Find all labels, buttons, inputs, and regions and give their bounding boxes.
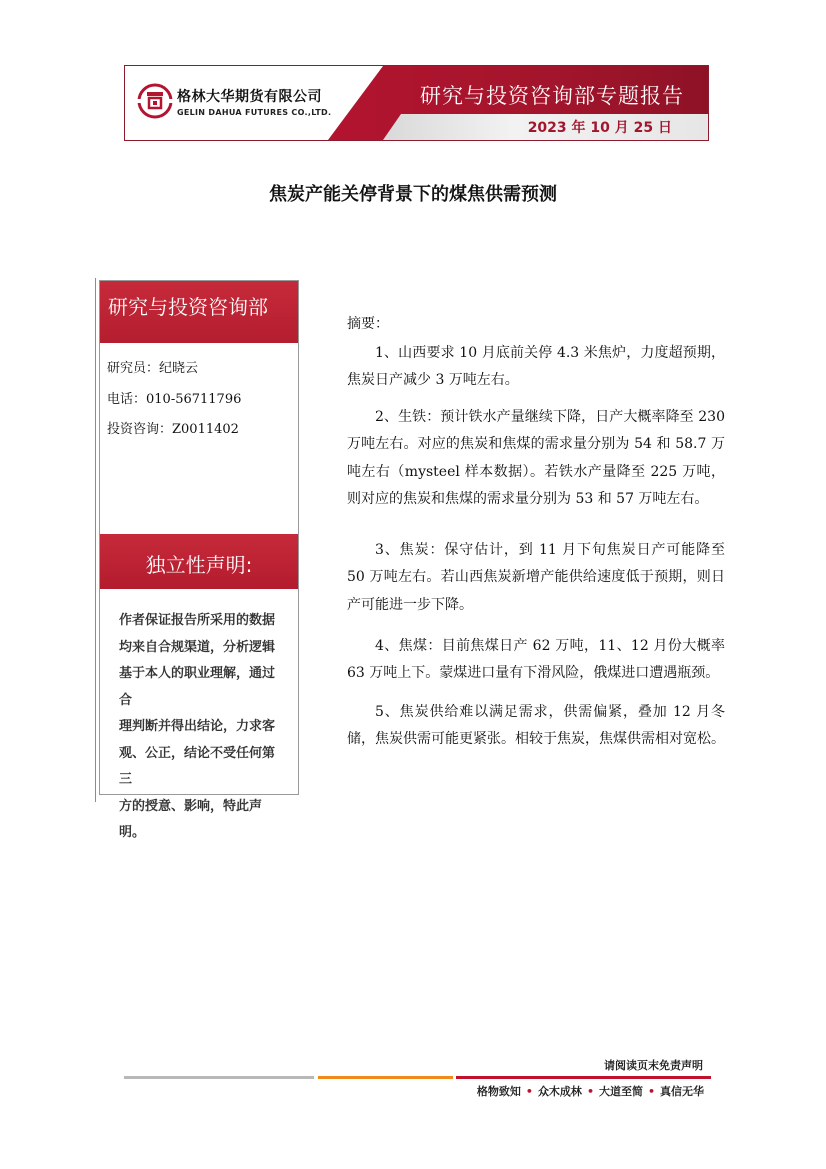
researcher-name: 研究员：纪晓云 <box>107 361 199 376</box>
sidebar-panel <box>99 280 299 840</box>
motto-item: 真信无华 <box>660 1085 704 1098</box>
abstract-label: 摘要： <box>347 316 389 332</box>
declaration-line: 观、公正，结论不受任何第三 <box>119 745 276 787</box>
abstract-paragraph-3: 3、焦炭：保守估计，到 11 月下旬焦炭日产可能降至 50 万吨左右。若山西焦炭新增产能供给速度低于预期，则日产可能进一步下降。 <box>347 542 725 613</box>
document-title: 焦炭产能关停背景下的煤焦供需预测 <box>269 184 557 205</box>
company-logo-icon <box>137 83 173 119</box>
company-name-cn: 格林大华期货有限公司 <box>177 89 322 105</box>
motto-item: 众木成林 <box>537 1085 582 1098</box>
company-motto <box>477 1083 704 1099</box>
bullet-icon: • <box>586 1085 594 1098</box>
declaration-text <box>119 608 284 847</box>
footer-bar-red <box>456 1076 711 1079</box>
declaration-line: 均来自合规渠道，分析逻辑 <box>119 639 276 655</box>
bullet-icon: • <box>647 1085 655 1098</box>
abstract-paragraph-1: 1、山西要求 10 月底前关停 4.3 米焦炉，力度超预期，焦炭日产减少 3 万吨左右。 <box>347 345 725 389</box>
dept-heading-bar <box>100 281 298 343</box>
sidebar-rule <box>95 278 96 802</box>
footer-bar-orange <box>318 1076 453 1079</box>
company-name <box>177 86 331 117</box>
abstract-paragraph-4: 4、焦煤：目前焦煤日产 62 万吨，11、12 月份大概率 63 万吨上下。蒙煤进口量有下滑风险，俄煤进口遭遇瓶颈。 <box>347 638 725 682</box>
abstract-paragraph-2: 2、生铁：预计铁水产量继续下降，日产大概率降至 230 万吨左右。对应的焦炭和焦煤的需求量分别为 54 和 58.7 万吨左右（mysteel 样本数据）。若铁水产量降至 225 万吨，则对应的焦炭和焦煤的需求量分别为 53 和 57 万吨左右。 <box>347 409 725 507</box>
declaration-heading-bar <box>100 534 298 589</box>
phone-number: 电话：010-56711796 <box>107 392 242 407</box>
declaration-heading: 独立性声明: <box>145 553 253 577</box>
motto-item: 大道至简 <box>598 1085 643 1098</box>
company-name-en: GELIN DAHUA FUTURES CO.,LTD. <box>177 108 332 117</box>
bullet-icon: • <box>525 1085 533 1098</box>
declaration-line: 方的授意、影响，特此声明。 <box>119 798 263 840</box>
report-type-title: 研究与投资咨询部专题报告 <box>420 84 684 108</box>
declaration-line: 基于本人的职业理解，通过合 <box>119 666 276 708</box>
abstract-paragraph-5: 5、焦炭供给难以满足需求，供需偏紧，叠加 12 月冬储，焦炭供需可能更紧张。相较于焦炭，焦煤供需相对宽松。 <box>347 704 725 748</box>
dept-heading: 研究与投资咨询部 <box>108 295 268 319</box>
report-date: 2023 年 10 月 25 日 <box>527 120 672 136</box>
declaration-line: 作者保证报告所采用的数据 <box>119 613 276 628</box>
report-header <box>124 65 709 141</box>
footer-bar-gray <box>124 1076 314 1079</box>
license-number: 投资咨询：Z0011402 <box>107 422 239 437</box>
declaration-line: 理判断并得出结论，力求客 <box>119 719 276 734</box>
disclaimer-note: 请阅读页末免责声明 <box>604 1059 703 1072</box>
motto-item: 格物致知 <box>476 1085 521 1098</box>
